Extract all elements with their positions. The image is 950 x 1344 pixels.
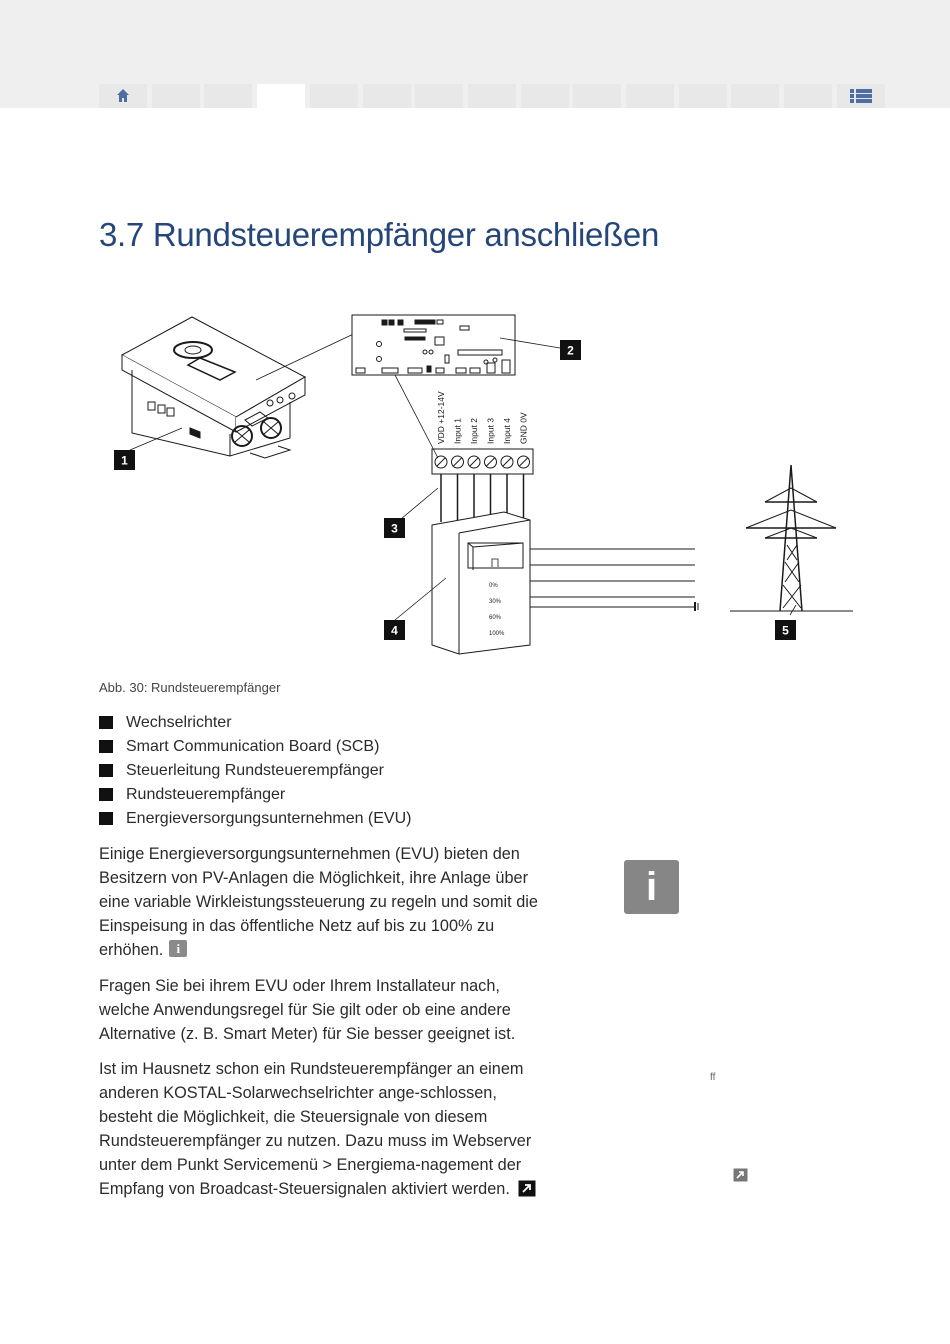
top-navigation-bar	[0, 0, 950, 108]
terminal-block	[395, 375, 533, 474]
receiver-scale-label: 100%	[489, 631, 505, 637]
smart-communication-board	[352, 315, 560, 375]
tab-chapter-7[interactable]	[468, 84, 516, 108]
terminal-label: Input 2	[469, 418, 479, 444]
paragraph-broadcast	[99, 1057, 539, 1201]
terminal-label: GND 0V	[518, 412, 529, 444]
external-link-icon[interactable]	[518, 1180, 536, 1197]
tab-chapter-5[interactable]	[363, 84, 411, 108]
legend-marker	[99, 788, 113, 801]
legend-label: Rundsteuerempfänger	[126, 786, 286, 803]
callout-5	[775, 620, 796, 640]
tab-chapter-11[interactable]	[679, 84, 727, 108]
legend-label: Smart Communication Board (SCB)	[126, 738, 380, 755]
side-ff-marker: ff	[710, 1072, 716, 1083]
side-info-glyph: i	[645, 865, 658, 909]
legend-marker	[99, 764, 113, 777]
receiver-scale-label: 30%	[489, 599, 502, 605]
callout-number: 4	[391, 623, 398, 638]
grid-lines-to-mast	[530, 549, 698, 611]
callout-2	[560, 340, 581, 360]
legend-marker	[99, 812, 113, 825]
legend-label: Wechselrichter	[126, 714, 232, 731]
tab-chapter-9[interactable]	[573, 84, 621, 108]
tab-chapter-13[interactable]	[784, 84, 832, 108]
list-icon	[850, 89, 872, 105]
terminal-label: Input 4	[502, 418, 512, 444]
tab-chapter-4[interactable]	[310, 84, 358, 108]
callout-1	[114, 450, 135, 470]
paragraph-intro	[99, 842, 539, 962]
terminal-label: VDD +12-14V	[436, 391, 446, 444]
callout-4	[384, 620, 405, 640]
tab-chapter-2[interactable]	[204, 84, 252, 108]
paragraph-intro-text: Einige Energieversorgungsunternehmen (EVU) bieten den Besitzern von PV-Anlagen die Möglichkeit, ihre Anlage über eine variable Wirkleistungssteuerung zu regeln und somit die Einspeisung in das öffentliche Netz auf bis zu 100% zu erhöhen.	[99, 845, 538, 959]
receiver-scale-label: 0%	[489, 583, 498, 589]
tab-chapter-10[interactable]	[626, 84, 674, 108]
callout-3	[384, 518, 405, 538]
tab-home[interactable]	[99, 84, 147, 108]
inverter-illustration	[122, 317, 362, 458]
legend-item	[99, 713, 411, 737]
legend-marker	[99, 740, 113, 753]
tab-chapter-3[interactable]	[257, 84, 305, 108]
page-title: 3.7 Rundsteuerempfänger anschließen	[99, 216, 660, 253]
info-icon[interactable]	[169, 940, 187, 957]
legend-item	[99, 737, 411, 761]
power-mast-illustration	[730, 465, 853, 615]
figure-caption: Abb. 30: Rundsteuerempfänger	[99, 680, 281, 695]
wiring-diagram	[100, 300, 860, 660]
terminal-label: Input 3	[485, 418, 496, 444]
side-info-icon[interactable]	[624, 860, 679, 914]
home-icon	[117, 89, 129, 102]
side-external-link-icon[interactable]	[733, 1168, 748, 1182]
paragraph-advice: Fragen Sie bei ihrem EVU oder Ihrem Installateur nach, welche Anwendungsregel für Sie gilt oder ob eine andere Alternative (z. B. Smart Meter) für Sie besser geeignet ist.	[99, 977, 516, 1043]
legend-item	[99, 809, 411, 833]
paragraph-broadcast-text: Ist im Hausnetz schon ein Rundsteuerempfänger an einem anderen KOSTAL-Solarwechselrichter ange-schlossen, besteht die Möglichkeit, die Steuersignale von diesem Rundsteuerempfänger zu nutzen. Dazu muss im Webserver unter dem Punkt Servicemenü > Energiema-nagement der Empfang von Broadcast-Steuersignalen aktiviert werden.	[99, 1060, 532, 1198]
tab-chapter-6[interactable]	[415, 84, 463, 108]
legend-marker	[99, 716, 113, 729]
receiver-scale-label: 60%	[489, 615, 502, 621]
tab-chapter-1[interactable]	[152, 84, 200, 108]
legend-item	[99, 785, 411, 809]
terminal-label: Input 1	[452, 418, 463, 444]
legend-label: Steuerleitung Rundsteuerempfänger	[126, 762, 384, 779]
figure-legend	[99, 713, 411, 833]
tab-chapter-8[interactable]	[521, 84, 569, 108]
legend-label: Energieversorgungsunternehmen (EVU)	[126, 810, 412, 827]
callout-number: 5	[782, 623, 789, 638]
callout-number: 3	[391, 521, 398, 536]
callout-number: 1	[121, 453, 128, 468]
legend-item	[99, 761, 411, 785]
info-icon-glyph: i	[176, 941, 181, 956]
callout-number: 2	[567, 343, 574, 358]
ripple-control-receiver	[395, 488, 530, 654]
tab-chapter-12[interactable]	[731, 84, 779, 108]
tab-table-of-contents[interactable]	[837, 84, 885, 108]
